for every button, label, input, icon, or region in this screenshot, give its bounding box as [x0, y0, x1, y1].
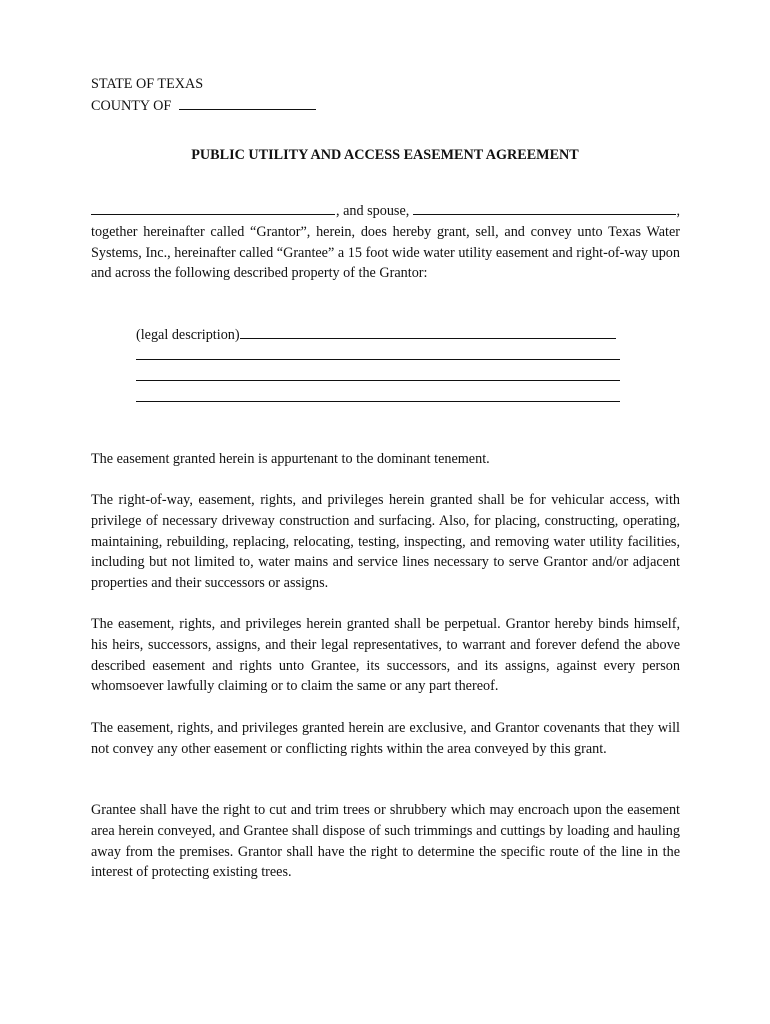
county-label: COUNTY OF	[91, 97, 172, 114]
county-line	[91, 95, 316, 116]
legal-description-line	[136, 387, 620, 408]
legal-description-line	[136, 345, 620, 366]
appurtenant-paragraph: The easement granted herein is appurtenant to the dominant tenement.	[91, 451, 490, 467]
grantor-name-blank	[91, 200, 335, 215]
grantor-line-comma: ,	[676, 203, 680, 219]
spouse-name-blank	[413, 200, 676, 215]
legal-description-line	[136, 324, 620, 345]
grantor-line	[91, 200, 680, 222]
exclusive-paragraph: The easement, rights, and privileges granted herein are exclusive, and Grantor covenants that they will not convey any other easement or conflicting rights within the area conveyed by this grant.	[91, 720, 680, 757]
legal-description-line	[136, 366, 620, 387]
right-of-way-paragraph: The right-of-way, easement, rights, and privileges herein granted shall be for vehicular access, with privilege of necessary driveway construction and surfacing. Also, for placing, constructing, operating, maintaining, rebuilding, replacing, relocating, testing, inspecting, and removing water utility facilities, including but not limited to, water mains and service lines necessary to serve Grantor and/or adjacent properties and their successors or assigns.	[91, 492, 680, 592]
perpetual-paragraph: The easement, rights, and privileges herein granted shall be perpetual. Grantor hereby binds himself, his heirs, successors, assigns, and their legal representatives, to warrant and forever defend the above described easement and rights unto Grantee, its successors, and its assigns, against every person whomsoever lawfully claiming or to claim the same or any part thereof.	[91, 616, 680, 695]
grant-clause-text: together hereinafter called “Grantor”, herein, does hereby grant, sell, and convey unto Texas Water Systems, Inc., hereinafter called “Grantee” a 15 foot wide water utility easement and right-of-way upon and across the following described property of the Grantor:	[91, 223, 680, 282]
document-title: PUBLIC UTILITY AND ACCESS EASEMENT AGREEMENT	[191, 147, 579, 163]
legal-description-block	[136, 324, 620, 408]
grant-clause	[91, 200, 680, 284]
document-header	[91, 74, 316, 115]
and-spouse-label: , and spouse,	[336, 203, 410, 219]
county-blank	[179, 95, 316, 110]
legal-description-blank	[240, 324, 616, 339]
legal-description-label: (legal description)	[136, 327, 240, 343]
trees-paragraph: Grantee shall have the right to cut and trim trees or shrubbery which may encroach upon the easement area herein conveyed, and Grantee shall dispose of such trimmings and cuttings by loading and hauling away from the premises. Grantor shall have the right to determine the specific route of the line in the interest of protecting existing trees.	[91, 802, 680, 881]
state-line: STATE OF TEXAS	[91, 76, 204, 92]
